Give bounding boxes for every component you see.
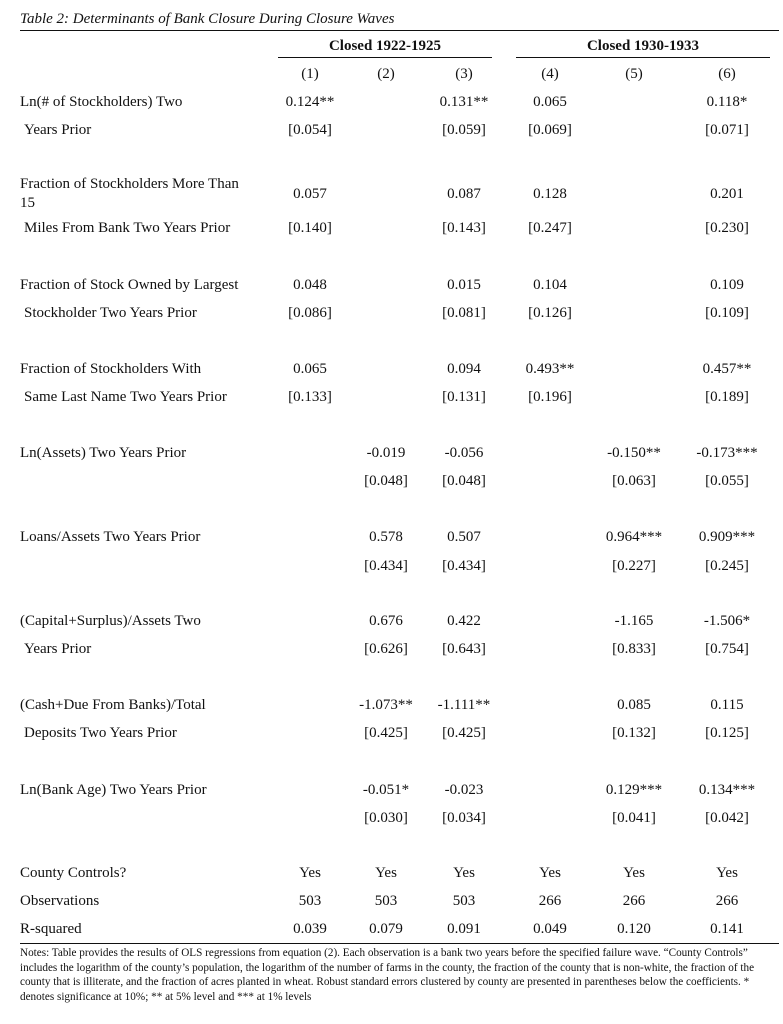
std-error-cell: [0.247] [528,220,572,236]
std-error-cell: [0.048] [442,473,486,489]
footer-cell: Yes [299,865,321,881]
coefficient-cell: 0.422 [447,613,481,629]
std-error-cell: [0.196] [528,389,572,405]
footer-cell: Yes [623,865,645,881]
std-error-cell: [0.131] [442,389,486,405]
row-label: Fraction of Stockholders More Than [20,176,239,192]
coefficient-cell: 0.507 [447,529,481,545]
row-label-continued: Years Prior [24,641,92,657]
coefficient-cell: -0.056 [444,445,484,461]
std-error-cell: [0.227] [612,558,656,574]
std-error-cell: [0.125] [705,725,749,741]
row-label-continued: Deposits Two Years Prior [24,725,177,741]
footer-cell: 266 [622,893,646,909]
std-error-cell: [0.132] [612,725,656,741]
std-error-cell: [0.434] [364,558,408,574]
std-error-cell: [0.086] [288,305,332,321]
std-error-cell: [0.833] [612,641,656,657]
group-header-1922: Closed 1922-1925 [328,38,442,54]
row-label-continued: Miles From Bank Two Years Prior [24,220,231,236]
footer-cell: 0.079 [369,921,403,937]
coefficient-cell: -0.051* [362,782,410,798]
column-header: (4) [541,66,559,82]
footer-row-label: County Controls? [20,865,127,881]
column-header: (5) [625,66,643,82]
coefficient-cell: 0.201 [710,186,744,202]
std-error-cell: [0.041] [612,810,656,826]
footer-cell: 503 [452,893,476,909]
std-error-cell: [0.230] [705,220,749,236]
footer-cell: 503 [298,893,322,909]
std-error-cell: [0.754] [705,641,749,657]
std-error-cell: [0.042] [705,810,749,826]
std-error-cell: [0.071] [705,122,749,138]
coefficient-cell: 0.493** [525,361,575,377]
column-header: (6) [718,66,736,82]
std-error-cell: [0.143] [442,220,486,236]
coefficient-cell: 0.676 [369,613,403,629]
table-title: Table 2: Determinants of Bank Closure During Closure Waves [20,11,395,27]
footer-cell: 503 [374,893,398,909]
footer-row-label: R-squared [20,921,82,937]
coefficient-cell: 0.964*** [605,529,663,545]
coefficient-cell: 0.578 [369,529,403,545]
coefficient-cell: 0.087 [447,186,481,202]
row-label: (Capital+Surplus)/Assets Two [20,613,201,629]
std-error-cell: [0.425] [442,725,486,741]
footer-cell: 266 [715,893,739,909]
coefficient-cell: 0.909*** [698,529,756,545]
column-header: (3) [455,66,473,82]
coefficient-cell: 0.109 [710,277,744,293]
coefficient-cell: -0.150** [607,445,661,461]
footer-cell: 0.091 [447,921,481,937]
coefficient-cell: 0.134*** [698,782,756,798]
coefficient-cell: 0.094 [447,361,481,377]
std-error-cell: [0.054] [288,122,332,138]
group-underline-1922 [278,57,492,58]
std-error-cell: [0.030] [364,810,408,826]
std-error-cell: [0.109] [705,305,749,321]
coefficient-cell: 0.131** [439,94,489,110]
coefficient-cell: -0.019 [366,445,406,461]
std-error-cell: [0.643] [442,641,486,657]
std-error-cell: [0.245] [705,558,749,574]
row-label: Loans/Assets Two Years Prior [20,529,201,545]
footer-cell: Yes [539,865,561,881]
footer-row-label: Observations [20,893,100,909]
coefficient-cell: 0.048 [293,277,327,293]
std-error-cell: [0.189] [705,389,749,405]
row-label: Ln(# of Stockholders) Two [20,94,183,110]
row-label-wrap: 15 [20,195,35,211]
std-error-cell: [0.048] [364,473,408,489]
std-error-cell: [0.081] [442,305,486,321]
coefficient-cell: -0.023 [444,782,484,798]
footer-cell: 0.039 [293,921,327,937]
coefficient-cell: -1.506* [703,613,751,629]
row-label: (Cash+Due From Banks)/Total [20,697,206,713]
std-error-cell: [0.140] [288,220,332,236]
coefficient-cell: 0.015 [447,277,481,293]
coefficient-cell: 0.118* [706,94,748,110]
coefficient-cell: 0.057 [293,186,327,202]
coefficient-cell: -1.111** [437,697,491,713]
std-error-cell: [0.059] [442,122,486,138]
coefficient-cell: 0.129*** [605,782,663,798]
group-underline-1930 [516,57,770,58]
coefficient-cell: -1.165 [614,613,654,629]
column-header: (1) [301,66,319,82]
group-header-1930: Closed 1930-1933 [586,38,700,54]
coefficient-cell: 0.457** [702,361,752,377]
row-label-continued: Years Prior [24,122,92,138]
row-label: Ln(Bank Age) Two Years Prior [20,782,207,798]
column-header: (2) [377,66,395,82]
footer-cell: Yes [453,865,475,881]
std-error-cell: [0.063] [612,473,656,489]
std-error-cell: [0.133] [288,389,332,405]
row-label-continued: Same Last Name Two Years Prior [24,389,227,405]
footer-cell: Yes [716,865,738,881]
coefficient-cell: 0.085 [617,697,651,713]
coefficient-cell: 0.104 [533,277,567,293]
coefficient-cell: 0.065 [293,361,327,377]
std-error-cell: [0.626] [364,641,408,657]
footer-cell: Yes [375,865,397,881]
coefficient-cell: 0.128 [533,186,567,202]
coefficient-cell: 0.065 [533,94,567,110]
footer-cell: 0.049 [533,921,567,937]
bottom-rule [20,943,779,944]
std-error-cell: [0.069] [528,122,572,138]
coefficient-cell: 0.115 [710,697,744,713]
footer-cell: 0.141 [710,921,744,937]
table-notes: Notes: Table provides the results of OLS regressions from equation (2). Each observation is a bank two years before the specified failure wave. “County Controls” includes the logarithm of the county’s population, the logarithm of the number of farms in the county, the fraction of the county that is non-white, the fraction of the county that is illiterate, and the fraction of acres planted in wheat. Robust standard errors clustered by county are presented in parentheses below the coefficients. * denotes significance at 10%; ** at 5% level and *** at 1% levels [20,947,755,1003]
row-label-continued: Stockholder Two Years Prior [24,305,197,321]
std-error-cell: [0.434] [442,558,486,574]
row-label: Ln(Assets) Two Years Prior [20,445,187,461]
footer-cell: 266 [538,893,562,909]
footer-cell: 0.120 [617,921,651,937]
row-label: Fraction of Stockholders With [20,361,202,377]
coefficient-cell: -0.173*** [696,445,758,461]
coefficient-cell: -1.073** [359,697,413,713]
std-error-cell: [0.425] [364,725,408,741]
std-error-cell: [0.034] [442,810,486,826]
row-label: Fraction of Stock Owned by Largest [20,277,239,293]
std-error-cell: [0.126] [528,305,572,321]
coefficient-cell: 0.124** [285,94,335,110]
top-rule [20,30,779,31]
std-error-cell: [0.055] [705,473,749,489]
